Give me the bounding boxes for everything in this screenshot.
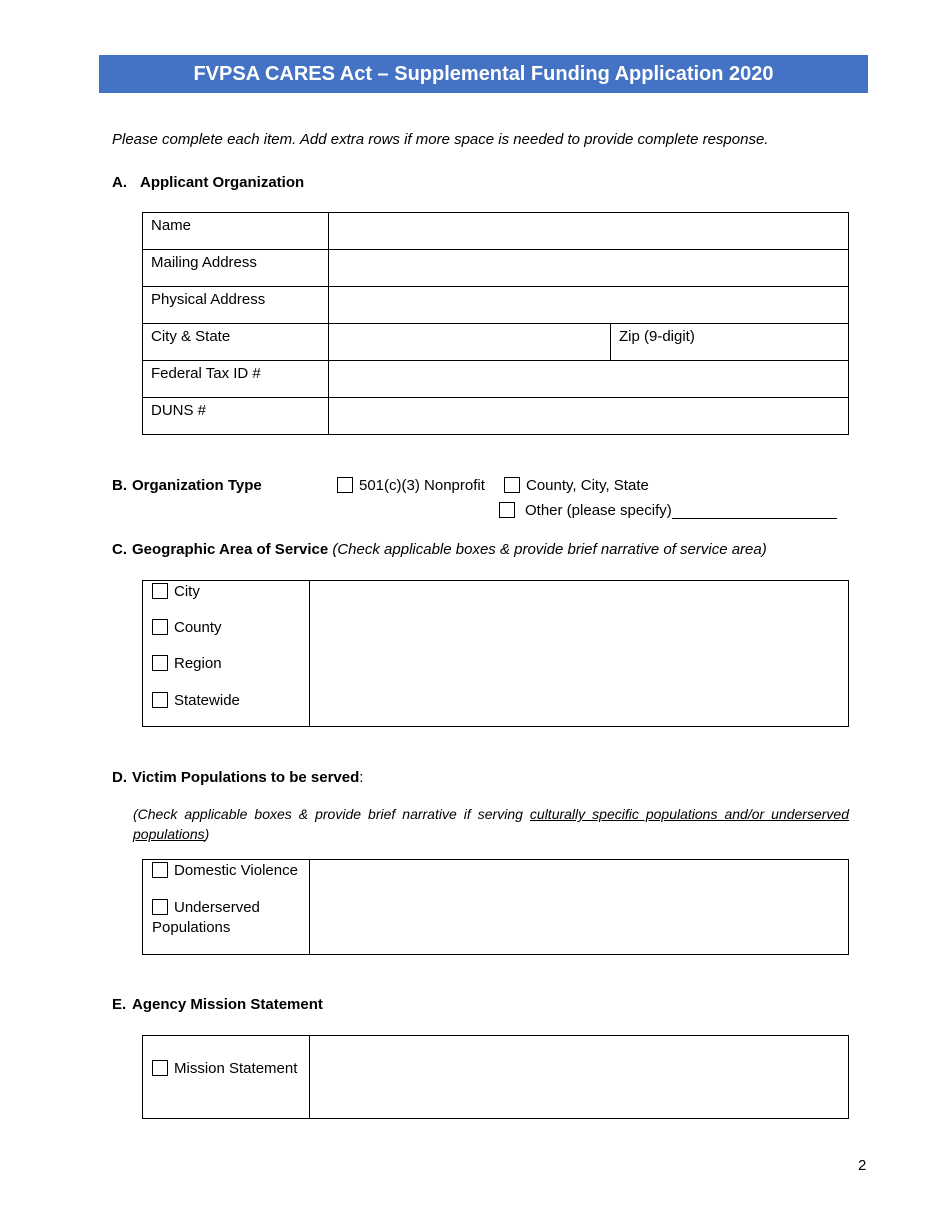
city-label: City [174, 583, 200, 600]
section-d-colon: : [359, 769, 364, 786]
mailing-address-label: Mailing Address [143, 250, 329, 287]
section-a-letter: A. [112, 174, 127, 191]
section-b-heading [112, 477, 262, 494]
city-checkbox[interactable] [152, 583, 168, 599]
section-a-heading [112, 174, 304, 191]
geographic-narrative-field[interactable] [310, 581, 848, 726]
section-d-heading [112, 769, 363, 786]
physical-address-label: Physical Address [143, 287, 329, 324]
county-checkbox[interactable] [152, 619, 168, 635]
section-e-letter: E. [112, 996, 127, 1013]
physical-address-field[interactable] [329, 287, 849, 324]
victim-populations-box [142, 859, 849, 955]
instructions: Please complete each item. Add extra rows if more space is needed to provide complete response. [112, 131, 769, 148]
geo-county-option[interactable] [152, 619, 222, 636]
domestic-violence-checkbox[interactable] [152, 862, 168, 878]
mission-statement-checkbox[interactable] [152, 1060, 168, 1076]
underserved-label: Underserved [174, 899, 260, 916]
org-type-government[interactable] [504, 477, 649, 494]
city-state-field[interactable] [329, 324, 611, 361]
page-title: FVPSA CARES Act – Supplemental Funding Application 2020 [99, 55, 868, 93]
government-checkbox[interactable] [504, 477, 520, 493]
nonprofit-label: 501(c)(3) Nonprofit [359, 477, 485, 494]
section-d-note-pre: (Check applicable boxes & provide brief narrative if serving [133, 806, 530, 822]
section-b-letter: B. [112, 477, 127, 494]
geo-statewide-option[interactable] [152, 692, 240, 709]
section-d-note [133, 804, 849, 844]
mission-statement-field[interactable] [310, 1036, 848, 1118]
mailing-address-field[interactable] [329, 250, 849, 287]
statewide-label: Statewide [174, 692, 240, 709]
section-c-note: (Check applicable boxes & provide brief narrative of service area) [332, 541, 767, 558]
section-c-title: Geographic Area of Service [132, 541, 329, 558]
government-label: County, City, State [526, 477, 649, 494]
section-a-title: Applicant Organization [140, 174, 305, 191]
applicant-organization-table [142, 212, 849, 435]
section-d-letter: D. [112, 769, 127, 786]
geographic-area-box [142, 580, 849, 727]
section-d-title: Victim Populations to be served [132, 769, 360, 786]
populations-narrative-field[interactable] [310, 860, 848, 954]
name-field[interactable] [329, 213, 849, 250]
domestic-violence-label: Domestic Violence [174, 862, 298, 879]
city-state-label: City & State [143, 324, 329, 361]
section-d-note-underlined: culturally specific populations and/or underserved populations [133, 806, 849, 842]
duns-field[interactable] [329, 398, 849, 435]
geo-city-option[interactable] [152, 583, 200, 600]
section-b-title: Organization Type [132, 477, 262, 494]
region-label: Region [174, 655, 222, 672]
federal-tax-id-field[interactable] [329, 361, 849, 398]
populations-label: Populations [152, 919, 231, 936]
statewide-checkbox[interactable] [152, 692, 168, 708]
name-label: Name [143, 213, 329, 250]
mission-statement-box [142, 1035, 849, 1119]
section-c-heading [112, 541, 767, 558]
underserved-option[interactable] [152, 898, 260, 938]
zip-field[interactable]: Zip (9-digit) [611, 324, 849, 361]
other-checkbox[interactable] [499, 502, 515, 518]
org-type-nonprofit[interactable] [337, 477, 485, 494]
domestic-violence-option[interactable] [152, 862, 298, 879]
mission-statement-option[interactable] [152, 1060, 297, 1077]
county-label: County [174, 619, 222, 636]
section-d-note-post: ) [204, 826, 210, 842]
other-specify-field[interactable] [672, 502, 837, 519]
page-number: 2 [858, 1157, 867, 1174]
mission-statement-label: Mission Statement [174, 1060, 298, 1077]
section-e-title: Agency Mission Statement [132, 996, 323, 1013]
nonprofit-checkbox[interactable] [337, 477, 353, 493]
geo-region-option[interactable] [152, 655, 222, 672]
underserved-checkbox[interactable] [152, 899, 168, 915]
section-c-letter: C. [112, 541, 127, 558]
section-e-heading [112, 996, 323, 1013]
org-type-other[interactable] [499, 502, 837, 519]
duns-label: DUNS # [143, 398, 329, 435]
federal-tax-id-label: Federal Tax ID # [143, 361, 329, 398]
region-checkbox[interactable] [152, 655, 168, 671]
other-label: Other (please specify) [525, 502, 672, 519]
